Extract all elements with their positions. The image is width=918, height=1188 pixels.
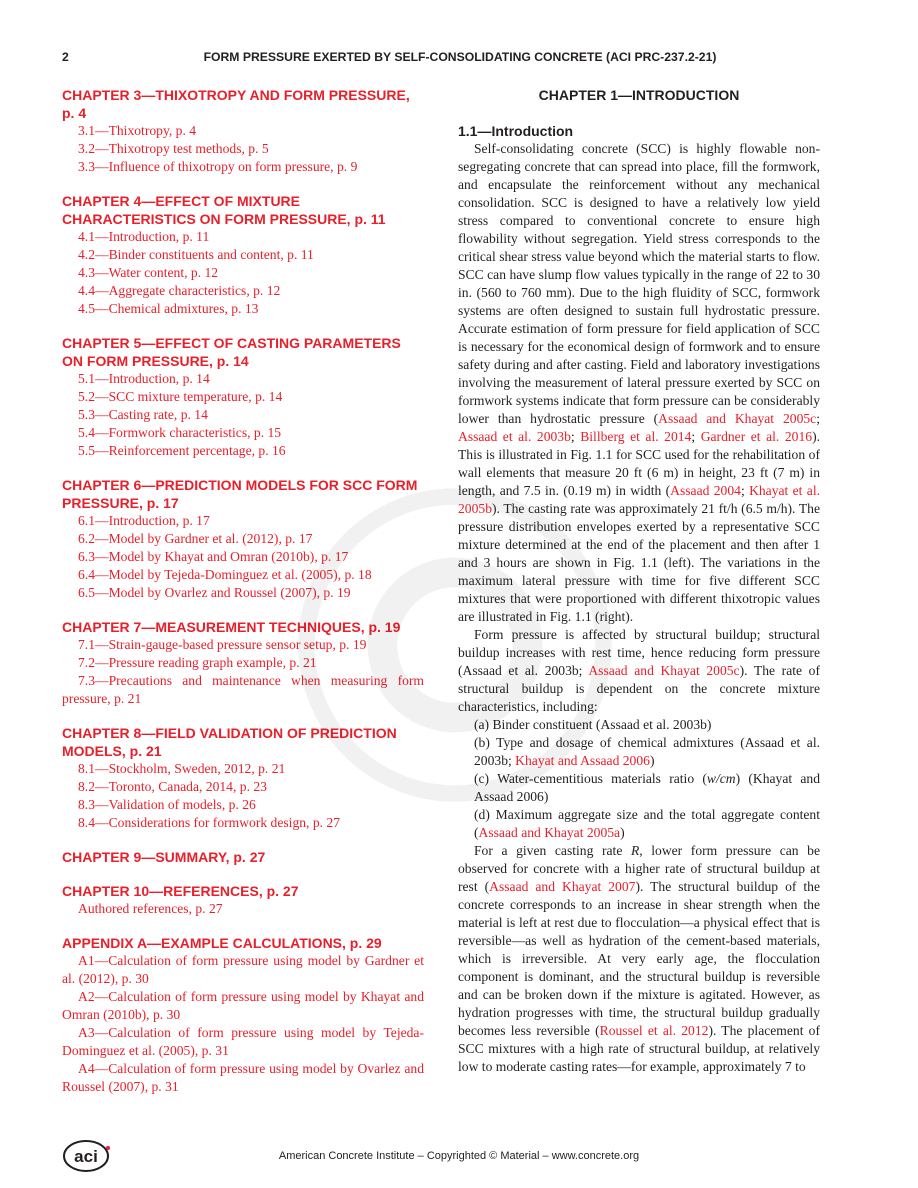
toc-item[interactable]: 3.3—Influence of thixotropy on form pressure, p. 9 bbox=[78, 159, 358, 174]
toc-section bbox=[62, 848, 424, 866]
citation-link[interactable]: Assaad and Khayat 2005c bbox=[588, 663, 740, 678]
toc-chapter-heading[interactable]: CHAPTER 9—SUMMARY, p. 27 bbox=[62, 849, 266, 865]
toc-chapter-heading[interactable]: CHAPTER 7—MEASUREMENT TECHNIQUES, p. 19 bbox=[62, 619, 401, 635]
toc-item[interactable]: A2—Calculation of form pressure using model by Khayat and Omran (2010b), p. 30 bbox=[62, 989, 424, 1022]
citation-link[interactable]: Billberg et al. 2014 bbox=[580, 429, 692, 444]
citation-link[interactable]: Assaad and Khayat 2005c bbox=[658, 411, 817, 426]
toc-item[interactable]: 4.3—Water content, p. 12 bbox=[78, 265, 219, 280]
citation-link[interactable]: Khayat et al. 2005b bbox=[458, 483, 821, 516]
toc-chapter-heading[interactable]: APPENDIX A—EXAMPLE CALCULATIONS, p. 29 bbox=[62, 935, 382, 951]
chapter-title: CHAPTER 1—INTRODUCTION bbox=[538, 87, 740, 103]
paragraph-structural-buildup: Form pressure is affected by structural buildup; structural buildup increases with rest time, hence reducing form pressure (Assaad et al. 2003b; Assaad and Khayat 2005c). The rate of structural buildup is dependent on the concrete mixture characteristics, including: bbox=[458, 627, 820, 714]
toc-item-list bbox=[62, 122, 424, 176]
toc-item[interactable]: 5.1—Introduction, p. 14 bbox=[78, 371, 210, 386]
toc-item[interactable]: 5.4—Formwork characteristics, p. 15 bbox=[78, 425, 282, 440]
toc-item-list bbox=[62, 952, 424, 1096]
toc-section bbox=[62, 934, 424, 1096]
citation-link[interactable]: Khayat and Assaad 2006 bbox=[515, 753, 650, 768]
citation-link[interactable]: Roussel et al. 2012 bbox=[599, 1023, 709, 1038]
toc-chapter-heading[interactable]: CHAPTER 4—EFFECT OF MIXTURE CHARACTERISTICS ON FORM PRESSURE, p. 11 bbox=[62, 193, 386, 227]
toc-item[interactable]: 8.4—Considerations for formwork design, p. 27 bbox=[78, 815, 341, 830]
toc-item[interactable]: 5.3—Casting rate, p. 14 bbox=[78, 407, 208, 422]
citation-link[interactable]: Gardner et al. 2016 bbox=[700, 429, 813, 444]
toc-item[interactable]: 6.1—Introduction, p. 17 bbox=[78, 513, 210, 528]
list-item: (a) Binder constituent (Assaad et al. 2003b) bbox=[474, 717, 712, 732]
toc-item[interactable]: 4.5—Chemical admixtures, p. 13 bbox=[78, 301, 259, 316]
toc-section bbox=[62, 334, 424, 460]
toc-item[interactable]: 7.2—Pressure reading graph example, p. 21 bbox=[78, 655, 317, 670]
toc-item[interactable]: 6.5—Model by Ovarlez and Roussel (2007), p. 19 bbox=[78, 585, 351, 600]
toc-chapter-heading[interactable]: CHAPTER 6—PREDICTION MODELS FOR SCC FORM PRESSURE, p. 17 bbox=[62, 477, 418, 511]
toc-chapter-heading[interactable]: CHAPTER 5—EFFECT OF CASTING PARAMETERS ON FORM PRESSURE, p. 14 bbox=[62, 335, 401, 369]
section-title: 1.1—Introduction bbox=[458, 123, 574, 139]
paragraph-casting-rate: For a given casting rate R, lower form pressure can be observed for concrete with a higher rate of structural buildup at rest (Assaad and Khayat 2007). The structural buildup of the concrete corresponds to an increase in shear strength when the material is left at rest due to flocculation—a physical effect that is reversible—as well as hydration of the cement-based materials, which is irreversible. At very early age, the flocculation component is dominant, and the structural buildup is reversible and can be broken down if the mixture is agitated. However, as hydration progresses with time, the structural buildup gradually becomes less reversible (Roussel et al. 2012). The placement of SCC mixtures with a high rate of structural buildup, at relatively low to moderate casting rates—for example, approximately 7 to bbox=[458, 843, 820, 1074]
toc-item[interactable]: A1—Calculation of form pressure using model by Gardner et al. (2012), p. 30 bbox=[62, 953, 424, 986]
toc-item[interactable]: 7.1—Strain-gauge-based pressure sensor setup, p. 19 bbox=[78, 637, 367, 652]
list-item: (c) Water-cementitious materials ratio (w/cm) (Khayat and Assaad 2006) bbox=[474, 771, 821, 804]
toc-item[interactable]: 7.3—Precautions and maintenance when measuring form pressure, p. 21 bbox=[62, 673, 424, 706]
footer-copyright: American Concrete Institute – Copyrighted © Material – www.concrete.org bbox=[278, 1150, 640, 1162]
toc-item[interactable]: 8.1—Stockholm, Sweden, 2012, p. 21 bbox=[78, 761, 286, 776]
citation-link[interactable]: Assaad 2004 bbox=[670, 483, 741, 498]
page-header bbox=[62, 50, 858, 70]
toc-chapter-heading[interactable]: CHAPTER 10—REFERENCES, p. 27 bbox=[62, 883, 299, 899]
paragraph-intro: Self-consolidating concrete (SCC) is highly flowable non-segregating concrete that can spread into place, fill the formwork, and encapsulate the reinforcement without any mechanical consolidation. SCC is designed to have a relatively low yield stress compared to conventional concrete to ensure high flowability without segregation. Yield stress corresponds to the critical shear stress value beyond which the material starts to flow. SCC can have slump flow values typically in the range of 22 to 30 in. (560 to 760 mm). Due to the high fluidity of SCC, formwork systems are often designed to sustain full hydrostatic pressure. Accurate estimation of form pressure for field application of SCC is necessary for the economical design of formwork and to ensure safety during and after casting. Field and laboratory investigations involving the measurement of lateral pressure exerted by SCC on formwork systems indicate that form pressure can be considerably lower than hydrostatic pressure (Assaad and Khayat 2005c; Assaad et al. 2003b; Billberg et al. 2014; Gardner et al. 2016). This is illustrated in Fig. 1.1 for SCC used for the rehabilitation of wall elements that measure 20 ft (6 m) in height, 23 ft (7 m) in length, and 7.5 in. (0.19 m) in width (Assaad 2004; Khayat et al. 2005b). The casting rate was approximately 21 ft/h (6.5 m/h). The pressure distribution envelopes exerted by a representative SCC mixture determined at the end of the placement and then after 1 and 3 hours are shown in Fig. 1.1 (left). The variations in the maximum lateral pressure with time for five different SCC mixtures that were proportioned with different thixotropic values are illustrated in Fig. 1.1 (right). bbox=[458, 141, 821, 624]
toc-chapter-heading[interactable]: CHAPTER 3—THIXOTROPY AND FORM PRESSURE, p. 4 bbox=[62, 87, 410, 121]
toc-section bbox=[62, 86, 424, 176]
citation-link[interactable]: Assaad and Khayat 2005a bbox=[478, 825, 621, 840]
toc-item[interactable]: 4.1—Introduction, p. 11 bbox=[78, 229, 210, 244]
citation-link[interactable]: Assaad and Khayat 2007 bbox=[489, 879, 636, 894]
toc-item[interactable]: Authored references, p. 27 bbox=[78, 901, 223, 916]
running-title: FORM PRESSURE EXERTED BY SELF-CONSOLIDATING CONCRETE (ACI PRC-237.2-21) bbox=[203, 50, 717, 64]
toc-item[interactable]: 4.4—Aggregate characteristics, p. 12 bbox=[78, 283, 281, 298]
svg-text:aci: aci bbox=[74, 1147, 98, 1166]
toc-item[interactable]: 5.2—SCC mixture temperature, p. 14 bbox=[78, 389, 283, 404]
page-number: 2 bbox=[62, 50, 69, 64]
toc-item[interactable]: 6.2—Model by Gardner et al. (2012), p. 17 bbox=[78, 531, 313, 546]
toc-section bbox=[62, 882, 424, 918]
toc-item[interactable]: 8.3—Validation of models, p. 26 bbox=[78, 797, 256, 812]
toc-item[interactable]: A3—Calculation of form pressure using model by Tejeda-Dominguez et al. (2005), p. 31 bbox=[62, 1025, 424, 1058]
toc-item[interactable]: 6.3—Model by Khayat and Omran (2010b), p. 17 bbox=[78, 549, 349, 564]
toc-chapter-heading[interactable]: CHAPTER 8—FIELD VALIDATION OF PREDICTION MODELS, p. 21 bbox=[62, 725, 397, 759]
toc-item-list bbox=[62, 370, 424, 460]
citation-link[interactable]: Assaad et al. 2003b bbox=[458, 429, 571, 444]
list-item: (b) Type and dosage of chemical admixtures (Assaad et al. 2003b; Khayat and Assaad 2006) bbox=[474, 735, 820, 768]
toc-item[interactable]: 5.5—Reinforcement percentage, p. 16 bbox=[78, 443, 286, 458]
toc-section bbox=[62, 192, 424, 318]
list-item: (d) Maximum aggregate size and the total aggregate content (Assaad and Khayat 2005a) bbox=[474, 807, 820, 840]
toc-item[interactable]: 3.1—Thixotropy, p. 4 bbox=[78, 123, 197, 138]
toc-item[interactable]: A4—Calculation of form pressure using model by Ovarlez and Roussel (2007), p. 31 bbox=[62, 1061, 424, 1094]
toc-item-list bbox=[62, 900, 424, 918]
toc-item[interactable]: 4.2—Binder constituents and content, p. 11 bbox=[78, 247, 314, 262]
toc-item[interactable]: 6.4—Model by Tejeda-Dominguez et al. (2005), p. 18 bbox=[78, 567, 372, 582]
toc-item[interactable]: 3.2—Thixotropy test methods, p. 5 bbox=[78, 141, 269, 156]
toc-item[interactable]: 8.2—Toronto, Canada, 2014, p. 23 bbox=[78, 779, 267, 794]
toc-item-list bbox=[62, 228, 424, 318]
main-content bbox=[458, 86, 820, 1076]
